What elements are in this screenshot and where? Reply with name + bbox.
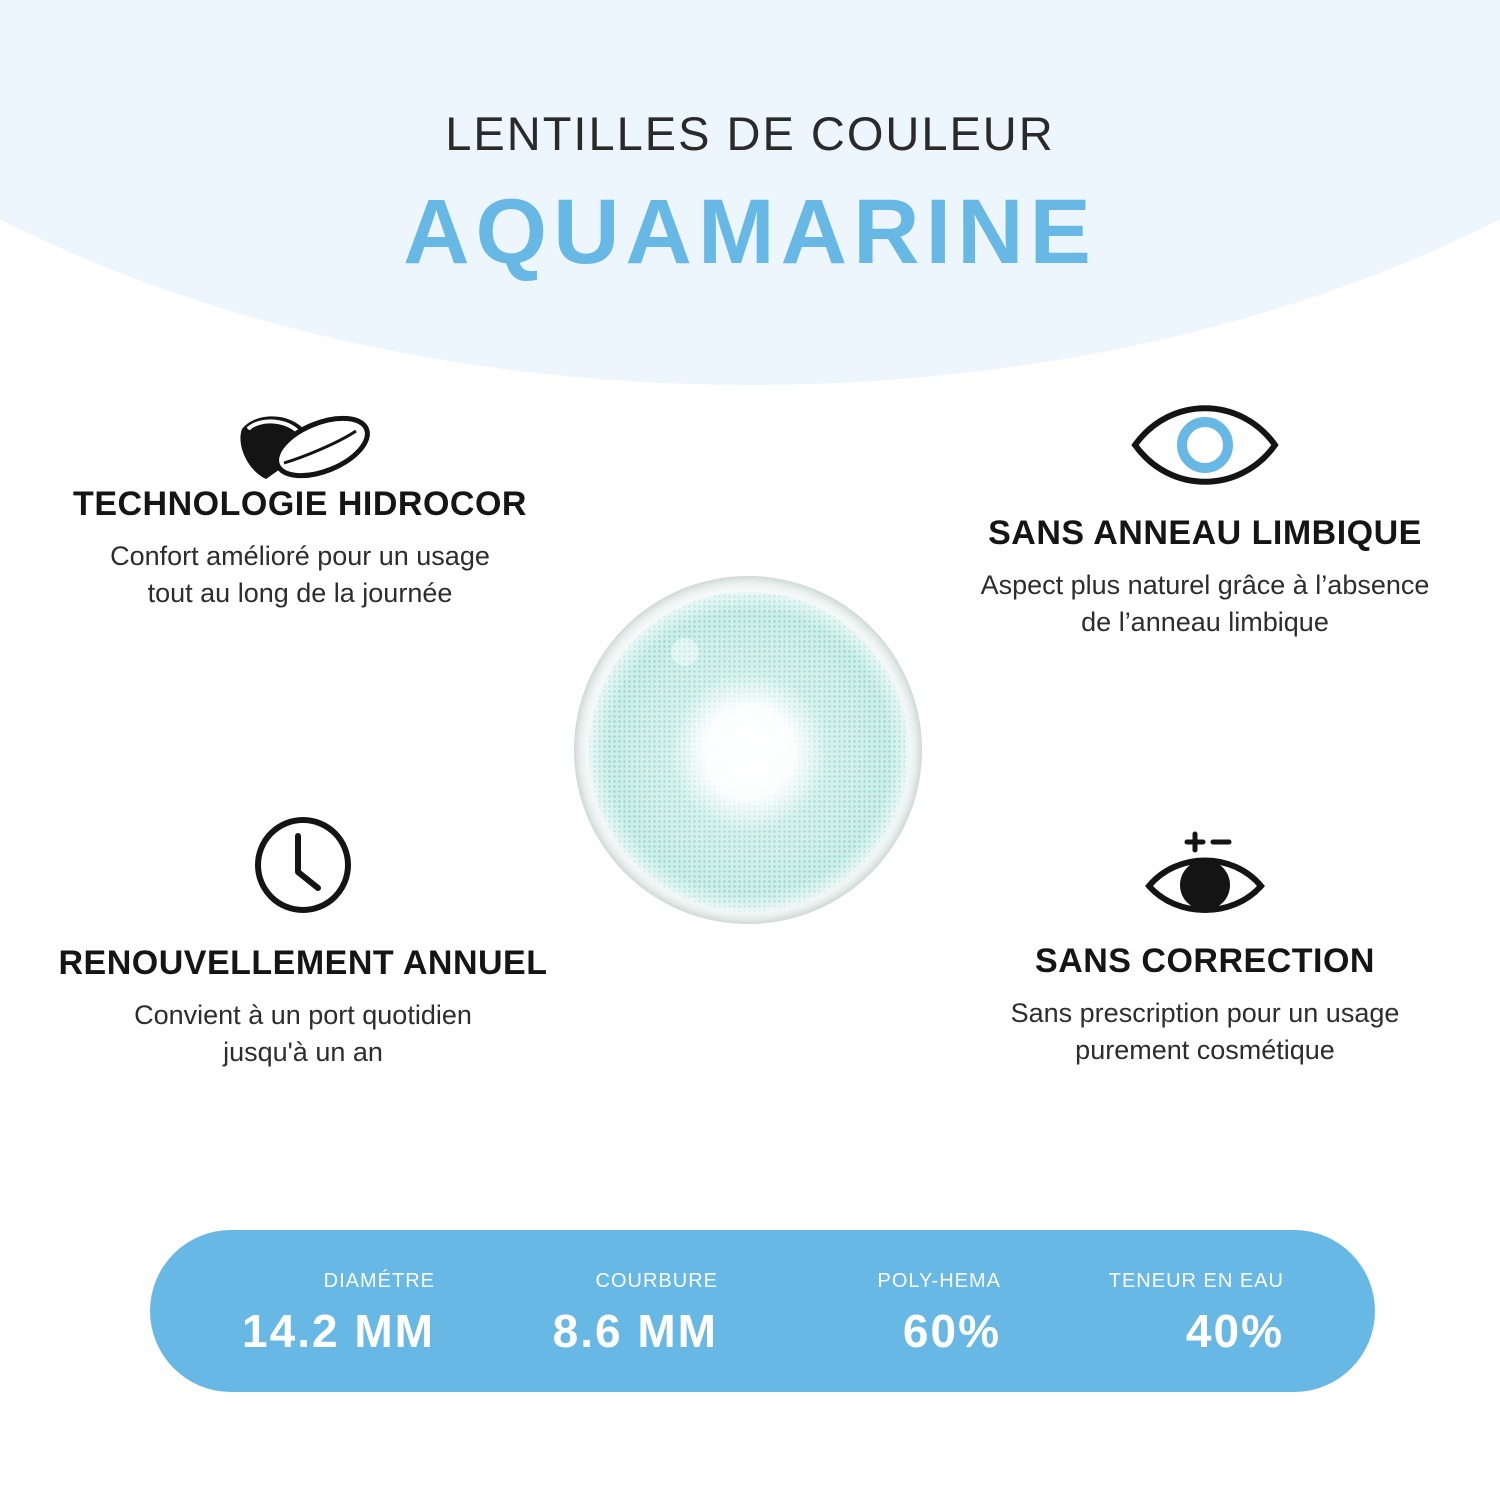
eye-icon [1130, 400, 1280, 490]
feature-description: Sans prescription pour un usage purement cosmétique [1010, 998, 1400, 1065]
product-category: LENTILLES DE COULEUR [445, 107, 1055, 160]
spec-value: 60% [902, 1305, 1001, 1357]
product-title: AQUAMARINE [403, 181, 1097, 283]
spec-label: TENEUR EN EAU [1108, 1270, 1284, 1292]
feature-title: SANS CORRECTION [1035, 942, 1375, 980]
spec-label: COURBURE [595, 1270, 718, 1292]
feature-sans-correction [895, 830, 1500, 1069]
spec-value: 14.2 MM [242, 1305, 435, 1357]
feature-sans-anneau [895, 400, 1500, 641]
lens-image [572, 574, 924, 926]
eye-plus-minus-icon [1145, 830, 1265, 918]
feature-title: TECHNOLOGIE HIDROCOR [73, 485, 527, 523]
contact-lens-icon [230, 405, 370, 485]
feature-renouvellement [0, 810, 613, 1071]
feature-description: Convient à un port quotidien jusqu'à un an [134, 1000, 472, 1067]
feature-title: SANS ANNEAU LIMBIQUE [988, 514, 1422, 552]
feature-hidrocor [0, 405, 610, 612]
spec-label: DIAMÉTRE [323, 1270, 435, 1292]
clock-icon [248, 810, 358, 920]
specs-bar [150, 1230, 1375, 1392]
spec-label: POLY-HEMA [877, 1270, 1001, 1292]
spec-value: 40% [1185, 1305, 1284, 1357]
feature-description: Confort amélioré pour un usage tout au long de la journée [110, 541, 490, 608]
feature-description: Aspect plus naturel grâce à l’absence de l’anneau limbique [980, 570, 1430, 637]
spec-value: 8.6 MM [552, 1305, 718, 1357]
feature-title: RENOUVELLEMENT ANNUEL [58, 944, 548, 982]
